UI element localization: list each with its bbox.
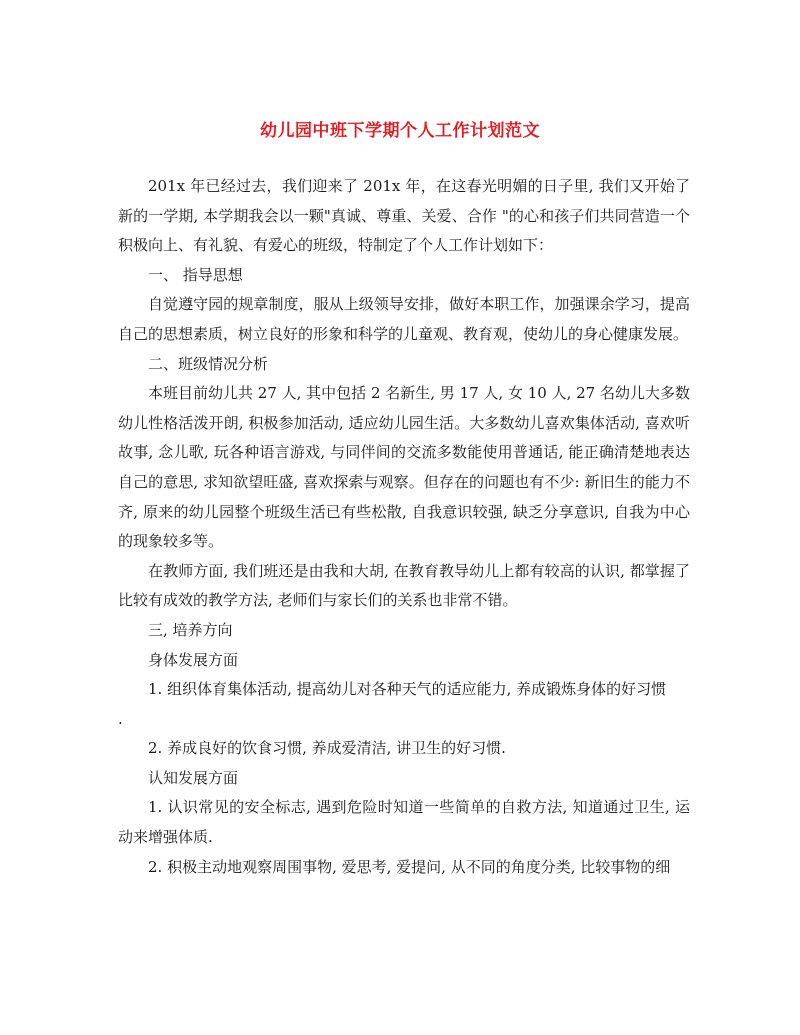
cognitive-item-2: 2. 积极主动地观察周围事物, 爱思考, 爱提问, 从不同的角度分类, 比较事物的细 (148, 857, 671, 876)
section-heading-training-direction: 三, 培养方向 (148, 620, 233, 639)
teacher-paragraph: 在教师方面, 我们班还是由我和大胡, 在教育教导幼儿上都有较高的认识, 都掌握了比较有成效的教学方法, 老师们与家长们的关系也非常不错。 (118, 561, 690, 610)
cognitive-item-1: 1. 认识常见的安全标志, 遇到危险时知道一些简单的自救方法, 知道通过卫生, 运动来增强体质. (118, 798, 690, 847)
intro-paragraph: 201x 年已经过去，我们迎来了 201x 年，在这春光明媚的日子里, 我们又开始了新的一学期, 本学期我会以一颗"真诚、尊重、关爱、合作 "的心和孩子们共同营造一个积极向上、有礼貌、有爱心的班级，特制定了个人工作计划如下： (118, 177, 690, 255)
document-title: 幼儿园中班下学期个人工作计划范文 (260, 121, 540, 141)
section-heading-guiding-thought: 一、 指导思想 (148, 265, 243, 284)
class-analysis-paragraph: 本班目前幼儿共 27 人, 其中包括 2 名新生, 男 17 人, 女 10 人, 27 名幼儿大多数幼儿性格活泼开朗, 积极参加活动, 适应幼儿园生活。大多数幼儿喜欢集体活动, 喜欢听故事, 念儿歌, 玩各种语言游戏, 与同伴间的交流多数能使用普通话, 能正确清楚地表达自己的意思, 求知欲望旺盛, 喜欢探索与观察。但存在的问题也有不少: 新旧生的能力不齐, 原来的幼儿园整个班级生活已有些松散, 自我意识较强, 缺乏分享意识, 自我为中心的现象较多等。 (118, 384, 690, 551)
physical-item-1-trailing-period: . (118, 709, 123, 728)
physical-item-2: 2. 养成良好的饮食习惯, 养成爱清洁, 讲卫生的好习惯. (148, 739, 506, 758)
section-heading-class-analysis: 二、班级情况分析 (148, 354, 269, 373)
guiding-thought-paragraph: 自觉遵守园的规章制度，服从上级领导安排，做好本职工作，加强课余学习，提高自己的思想素质，树立良好的形象和科学的儿童观、教育观，使幼儿的身心健康发展。 (118, 295, 690, 343)
subheading-physical-development: 身体发展方面 (148, 650, 239, 669)
physical-item-1: 1. 组织体育集体活动, 提高幼儿对各种天气的适应能力, 养成锻炼身体的好习惯 (148, 680, 667, 699)
document-body (118, 172, 690, 882)
subheading-cognitive-development: 认知发展方面 (148, 768, 239, 787)
